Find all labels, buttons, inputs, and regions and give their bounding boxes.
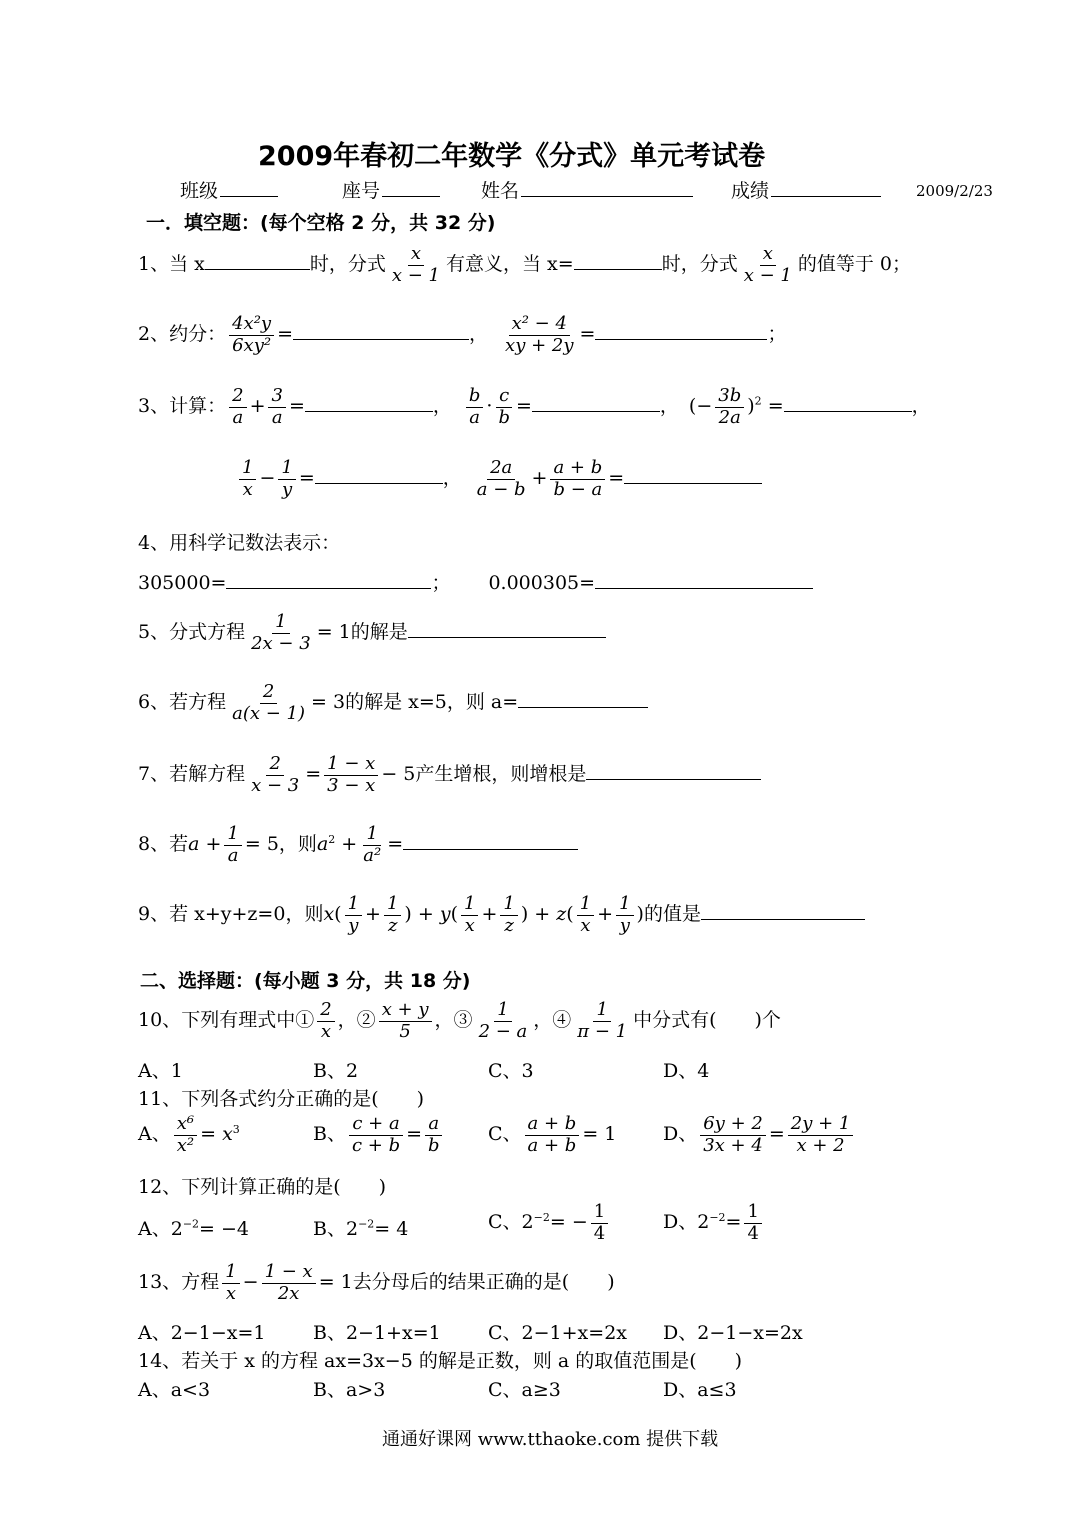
- q7-fraction-1: $\frac{2}{x - 3}$: [251, 753, 300, 796]
- question-1: [138, 244, 911, 286]
- q14-option-a[interactable]: A、a<3: [138, 1379, 211, 1401]
- q5-number: 5、: [138, 621, 170, 644]
- q10-text-2: 中分式有( )个: [633, 1009, 781, 1032]
- seat-blank[interactable]: [382, 178, 440, 197]
- question-13: 13、方程 $\frac{1}{x}$ − $\frac{1 - x}{2x}$ = 1去分母后的结果正确的是( ): [138, 1261, 615, 1304]
- q11-d-fraction-1: $\frac{6y + 2}{3x + 4}$: [700, 1114, 766, 1156]
- q11-b-fraction-2: $\frac{a}{b}$: [425, 1114, 443, 1156]
- q4-number: 4、: [138, 532, 170, 554]
- q6-blank[interactable]: [518, 689, 648, 708]
- q2-blank-2[interactable]: [595, 321, 767, 340]
- q11-d-fraction-2: $\frac{2y + 1}{x + 2}$: [788, 1114, 854, 1156]
- q13-text-1: 方程: [181, 1271, 220, 1294]
- q9-fraction-5: $\frac{1}{x}$: [577, 894, 594, 936]
- page-footer: 通通好课网 www.tthaoke.com 提供下载: [382, 1429, 719, 1450]
- q14-text: 若关于 x 的方程 ax=3x−5 的解是正数，则 a 的取值范围是( ): [181, 1350, 743, 1372]
- class-blank[interactable]: [220, 178, 278, 197]
- q8-fraction-1: $\frac{1}{a}$: [224, 824, 241, 866]
- question-11: [138, 1084, 424, 1111]
- q4-text: 用科学记数法表示：: [169, 532, 341, 554]
- q1-text-4: 时，分式: [661, 253, 738, 276]
- q10-fraction-1: $\frac{2}{x}$: [317, 1000, 334, 1042]
- q10-text-1: 下列有理式中: [181, 1009, 296, 1032]
- q13-fraction-2: $\frac{1 - x}{2x}$: [262, 1262, 316, 1304]
- q3-fraction-7: $\frac{1}{y}$: [278, 458, 295, 500]
- q11-option-b[interactable]: B、 $\frac{c + a}{c + b}$ = $\frac{a}{b}$: [313, 1114, 446, 1156]
- q8-fraction-2: $\frac{1}{\text{a²}}$: [363, 823, 382, 866]
- q13-option-a[interactable]: A、2−1−x=1: [138, 1322, 266, 1344]
- q9-fraction-4: $\frac{1}{z}$: [500, 894, 517, 936]
- q5-blank[interactable]: [408, 619, 606, 638]
- q2-blank-1[interactable]: [293, 321, 469, 340]
- q6-fraction: $\frac{2}{a(x - 1)}$: [232, 681, 306, 724]
- q10-fraction-3: $\frac{1}{2 - a}$: [478, 999, 528, 1042]
- q2-fraction-1: $\frac{\text{4x²y}}{\text{6xy²}}$: [229, 314, 274, 356]
- q7-text-1: 若解方程: [169, 763, 246, 786]
- name-blank[interactable]: [521, 178, 693, 197]
- question-8: 8、若a + $\frac{1}{a}$ = 5，则$a^2$ + $\frac{1}{\text{a²}}$ =: [138, 824, 578, 866]
- q10-option-c[interactable]: C、3: [488, 1060, 534, 1082]
- q4-blank-b[interactable]: [595, 570, 813, 589]
- q12-option-b[interactable]: B、$2^{-2}= 4$: [313, 1217, 409, 1240]
- q4-part-a: 305000=: [138, 572, 227, 594]
- q11-c-fraction: $\frac{a + b}{a + b}$: [525, 1114, 580, 1156]
- q12-d-fraction: $\frac{1}{4}$: [744, 1202, 761, 1244]
- q11-text: 下列各式约分正确的是( ): [181, 1088, 425, 1110]
- q4-blank-a[interactable]: [226, 570, 431, 589]
- score-field: [731, 176, 881, 203]
- q12-text: 下列计算正确的是( ): [181, 1176, 387, 1198]
- q5-text-2: 的解是: [350, 621, 408, 644]
- q9-fraction-6: $\frac{1}{y}$: [616, 894, 633, 936]
- q3-fraction-8: $\frac{2a}{a - b}$: [476, 457, 526, 500]
- page-title: 2009年春初二年数学《分式》单元考试卷: [258, 141, 766, 172]
- question-14: [138, 1346, 742, 1373]
- q1-text-1: 当 x: [169, 253, 205, 276]
- section1-heading: 一．填空题：(每个空格 2 分，共 32 分): [146, 212, 496, 234]
- question-4: [138, 528, 340, 555]
- q8-blank[interactable]: [403, 831, 578, 850]
- q1-fraction-1: $\frac{x}{x - 1}$: [391, 243, 441, 286]
- q4-part-b: 0.000305=: [488, 572, 596, 594]
- q11-option-d[interactable]: D、 $\frac{6y + 2}{3x + 4}$ = $\frac{2y + 1}{x + 2}$: [663, 1114, 856, 1156]
- q1-text-5: 的值等于 0；: [797, 253, 911, 276]
- q13-option-d[interactable]: D、2−1−x=2x: [663, 1322, 803, 1344]
- q9-blank[interactable]: [701, 901, 865, 920]
- q11-option-c[interactable]: C、 $\frac{a + b}{a + b}$ = 1: [488, 1113, 617, 1156]
- q11-a-fraction: $\frac{\text{x⁶}}{\text{x²}}$: [174, 1114, 197, 1156]
- q7-blank[interactable]: [586, 761, 761, 780]
- q12-option-c[interactable]: C、$2^{-2}=$ − $\frac{1}{4}$: [488, 1202, 611, 1244]
- q12-option-d[interactable]: D、$2^{-2}=$ $\frac{1}{4}$: [663, 1202, 765, 1244]
- q14-option-b[interactable]: B、a>3: [313, 1379, 386, 1401]
- question-4-answers: 305000= ； 0.000305=: [138, 568, 813, 595]
- q3-label: 计算：: [169, 395, 227, 418]
- question-5: 5、分式方程 $\frac{1}{2x - 3}$ = 1的解是: [138, 612, 606, 654]
- question-12: [138, 1172, 386, 1199]
- class-field: [180, 176, 278, 203]
- q5-text-1: 分式方程: [169, 621, 246, 644]
- q13-number: 13、: [138, 1271, 182, 1294]
- q8-text-1: 若: [169, 833, 189, 856]
- q10-option-d[interactable]: D、4: [663, 1060, 710, 1082]
- q13-text-2: 去分母后的结果正确的是( ): [352, 1271, 615, 1294]
- name-field: [481, 176, 693, 203]
- q11-number: 11、: [138, 1088, 182, 1110]
- score-blank[interactable]: [771, 178, 881, 197]
- q14-option-c[interactable]: C、a≥3: [488, 1379, 561, 1401]
- q7-fraction-2: $\frac{1 - x}{3 - x}$: [324, 754, 378, 796]
- exam-date: 2009/2/23: [916, 182, 993, 200]
- score-label: 成绩: [731, 180, 770, 202]
- q9-text-2: 的值是: [643, 903, 701, 926]
- q3-fraction-1: $\frac{2}{a}$: [229, 386, 246, 428]
- q1-blank-1[interactable]: [205, 251, 310, 270]
- q6-text-2: 的解是 x=5，则 a=: [345, 691, 519, 714]
- q10-fraction-4: $\frac{1}{\pi - 1}$: [577, 999, 628, 1042]
- q11-b-fraction-1: $\frac{c + a}{c + b}$: [349, 1114, 403, 1156]
- q1-text-2: 时，分式: [309, 253, 386, 276]
- q1-blank-2[interactable]: [574, 251, 662, 270]
- q9-text-1: 若 x+y+z=0，则: [169, 903, 324, 926]
- q3-blank-4[interactable]: [315, 465, 443, 484]
- q7-text-2: 产生增根，则增根是: [415, 763, 587, 786]
- q3-blank-2[interactable]: [532, 393, 660, 412]
- seat-field: [342, 176, 440, 203]
- q3-blank-1[interactable]: [305, 393, 433, 412]
- q6-number: 6、: [138, 691, 170, 714]
- q3-fraction-2: $\frac{3}{a}$: [268, 386, 285, 428]
- q3-blank-3[interactable]: [784, 393, 912, 412]
- q9-fraction-1: $\frac{1}{y}$: [345, 894, 362, 936]
- question-10: 10、下列有理式中① $\frac{2}{x}$ ，② $\frac{x + y}{5}$ ，③ $\frac{1}{2 - a}$ ，④ $\frac{1}{\pi - 1}$ 中分式有( )个: [138, 999, 781, 1042]
- q10-number: 10、: [138, 1009, 182, 1032]
- question-6: 6、若方程 $\frac{2}{a(x - 1)}$ = 3的解是 x=5，则 a=: [138, 682, 648, 724]
- q8-text-2: ，则: [278, 833, 317, 856]
- q3-fraction-4: $\frac{c}{b}$: [495, 386, 513, 428]
- question-9: 9、若 x+y+z=0，则x( $\frac{1}{y}$ + $\frac{1}{z}$ ) + y( $\frac{1}{x}$ + $\frac{1}{z}$ ) + z( $\frac{1}{x}$ + $\frac{1}{y}$ )的值是: [138, 894, 865, 936]
- q11-option-a[interactable]: A、 $\frac{\text{x⁶}}{\text{x²}}$ = $x^3$: [138, 1113, 240, 1156]
- q10-fraction-2: $\frac{x + y}{5}$: [379, 1000, 432, 1042]
- q12-option-a[interactable]: A、$2^{-2}= -4$: [138, 1217, 249, 1240]
- q9-fraction-2: $\frac{1}{z}$: [384, 894, 401, 936]
- q3-fraction-9: $\frac{a + b}{b - a}$: [550, 458, 605, 500]
- q7-number: 7、: [138, 763, 170, 786]
- name-label: 姓名: [481, 180, 520, 202]
- section2-heading: 二、选择题：(每小题 3 分，共 18 分): [140, 970, 471, 992]
- q12-number: 12、: [138, 1176, 182, 1198]
- q13-option-b[interactable]: B、2−1+x=1: [313, 1322, 441, 1344]
- question-7: 7、若解方程 $\frac{2}{x - 3}$ = $\frac{1 - x}{3 - x}$ − 5产生增根，则增根是: [138, 754, 761, 796]
- q8-number: 8、: [138, 833, 170, 856]
- question-2: 2、约分： $\frac{\text{4x²y}}{\text{6xy²}}$ = ， $\frac{\text{x² − 4}}{xy + 2y}$ = ；: [138, 313, 787, 356]
- q1-text-3: 有意义，当 x=: [446, 253, 574, 276]
- q2-fraction-2: $\frac{\text{x² − 4}}{xy + 2y}$: [505, 313, 574, 356]
- q12-c-fraction: $\frac{1}{4}$: [591, 1202, 608, 1244]
- q3-fraction-6: $\frac{1}{x}$: [239, 458, 256, 500]
- q1-fraction-2: $\frac{x}{x - 1}$: [743, 243, 792, 286]
- question-3-row-2: $\frac{1}{x}$ − $\frac{1}{y}$ = ， $\frac{2a}{a - b}$ + $\frac{a + b}{b - a}$ =: [236, 458, 762, 500]
- q9-fraction-3: $\frac{1}{x}$: [461, 894, 478, 936]
- class-label: 班级: [180, 180, 219, 202]
- q14-option-d[interactable]: D、a≤3: [663, 1379, 737, 1401]
- q9-number: 9、: [138, 903, 170, 926]
- q10-option-b[interactable]: B、2: [313, 1060, 359, 1082]
- q13-fraction-1: $\frac{1}{x}$: [222, 1262, 239, 1304]
- q5-fraction: $\frac{1}{2x - 3}$: [251, 611, 311, 654]
- q2-label: 约分：: [169, 323, 227, 346]
- q13-option-c[interactable]: C、2−1+x=2x: [488, 1322, 627, 1344]
- q14-number: 14、: [138, 1350, 182, 1372]
- q1-number: 1、: [138, 253, 170, 276]
- q10-option-a[interactable]: A、1: [138, 1060, 183, 1082]
- q3-fraction-3: $\frac{b}{a}$: [466, 386, 484, 428]
- q6-text-1: 若方程: [169, 691, 227, 714]
- q3-blank-5[interactable]: [624, 465, 762, 484]
- question-3: 3、计算： $\frac{2}{a}$ + $\frac{3}{a}$ = ， $\frac{b}{a}$ · $\frac{c}{b}$ = ， (− $\frac{3b}{2a}$ )$^2$ = ，: [138, 385, 931, 428]
- q3-fraction-5: $\frac{3b}{2a}$: [715, 386, 744, 428]
- q3-number: 3、: [138, 395, 170, 418]
- q2-number: 2、: [138, 323, 170, 346]
- seat-label: 座号: [342, 180, 381, 202]
